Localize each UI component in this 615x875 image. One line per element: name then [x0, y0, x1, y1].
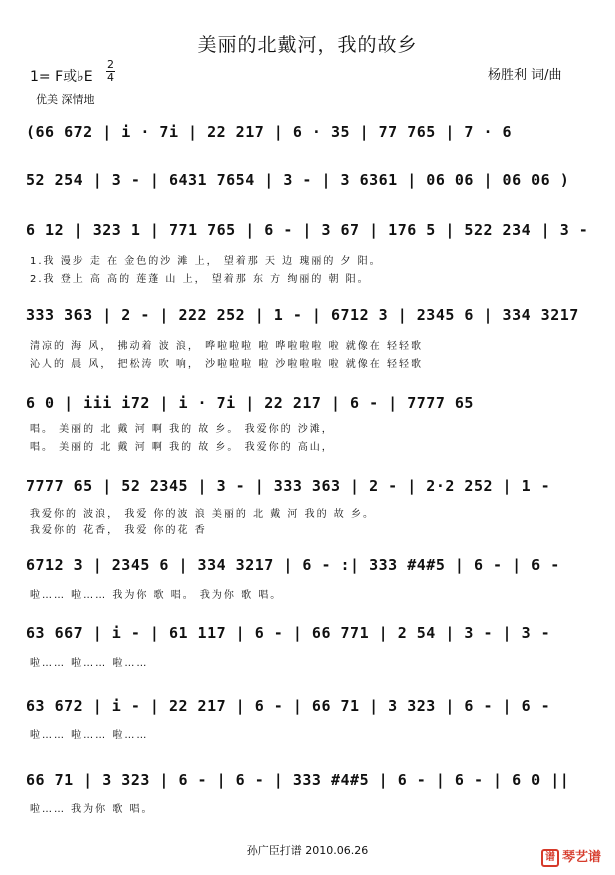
- lyric-verse-2: 2.我 登上 高 高的 莲蓬 山 上， 望着那 东 方 绚丽的 朝 阳。: [30, 274, 370, 285]
- site-logo: [541, 846, 601, 867]
- meter-top: 2: [107, 58, 114, 71]
- author-credit: 杨胜利 词/曲: [488, 68, 562, 83]
- score-line-9: 63 672 | i - | 22 217 | 6 - | 66 71 | 3 323 | 6 - | 6 -: [26, 697, 551, 715]
- lyric-line-5b: 唱。 美丽的 北 戴 河 啊 我的 故 乡。 我爱你的 高山，: [30, 442, 334, 453]
- song-title: 美丽的北戴河，我的故乡: [197, 34, 418, 56]
- lyric-line-8: 啦…… 啦…… 啦……: [30, 658, 149, 669]
- score-line-5: 6 0 | iii i72 | i · 7i | 22 217 | 6 - | 7777 65: [26, 394, 474, 412]
- lyric-line-4a: 清凉的 海 风， 拂动着 波 浪， 哗啦啦啦 啦 哗啦啦啦 啦 就像在 轻轻歌: [30, 341, 423, 352]
- score-line-8: 63 667 | i - | 61 117 | 6 - | 66 771 | 2 54 | 3 - | 3 -: [26, 624, 551, 642]
- score-line-4: 333 363 | 2 - | 222 252 | 1 - | 6712 3 | 2345 6 | 334 3217: [26, 306, 579, 324]
- lyric-line-6b: 我爱你的 花香， 我爱 你的花 香: [30, 525, 207, 536]
- score-line-7: 6712 3 | 2345 6 | 334 3217 | 6 - :| 333 #4#5 | 6 - | 6 -: [26, 556, 560, 574]
- lyric-line-5a: 唱。 美丽的 北 戴 河 啊 我的 故 乡。 我爱你的 沙滩，: [30, 424, 334, 435]
- typesetter-credit: 孙广臣打谱 2010.06.26: [246, 844, 369, 857]
- key-signature: 1= F或♭E: [30, 69, 93, 85]
- lyric-verse-1: 1.我 漫步 走 在 金色的沙 滩 上， 望着那 天 边 瑰丽的 夕 阳。: [30, 256, 382, 267]
- expression-marking: 优美 深情地: [36, 93, 95, 106]
- score-line-10: 66 71 | 3 323 | 6 - | 6 - | 333 #4#5 | 6 - | 6 - | 6 0 ||: [26, 771, 570, 789]
- score-line-2: 52 254 | 3 - | 6431 7654 | 3 - | 3 6361 | 06 06 | 06 06 ): [26, 171, 570, 189]
- lyric-line-4b: 沁人的 晨 风， 把松涛 吹 响， 沙啦啦啦 啦 沙啦啦啦 啦 就像在 轻轻歌: [30, 359, 423, 370]
- lyric-line-6a: 我爱你的 波浪， 我爱 你的波 浪 美丽的 北 戴 河 我的 故 乡。: [30, 509, 375, 520]
- score-line-3: 6 12 | 323 1 | 771 765 | 6 - | 3 67 | 176 5 | 522 234 | 3 -: [26, 221, 589, 239]
- lyric-line-7: 啦…… 啦…… 我为你 歌 唱。 我为你 歌 唱。: [30, 590, 283, 601]
- logo-text: 琴艺谱: [561, 850, 601, 865]
- time-signature: [106, 60, 115, 83]
- meter-bottom: 4: [107, 71, 114, 84]
- lyric-line-10: 啦…… 我为你 歌 唱。: [30, 804, 154, 815]
- lyric-line-9: 啦…… 啦…… 啦……: [30, 730, 149, 741]
- score-line-1: (66 672 | i · 7i | 22 217 | 6 · 35 | 77 765 | 7 · 6: [26, 123, 513, 141]
- logo-icon: 谱: [541, 849, 559, 867]
- score-line-6: 7777 65 | 52 2345 | 3 - | 333 363 | 2 - | 2·2 252 | 1 -: [26, 477, 551, 495]
